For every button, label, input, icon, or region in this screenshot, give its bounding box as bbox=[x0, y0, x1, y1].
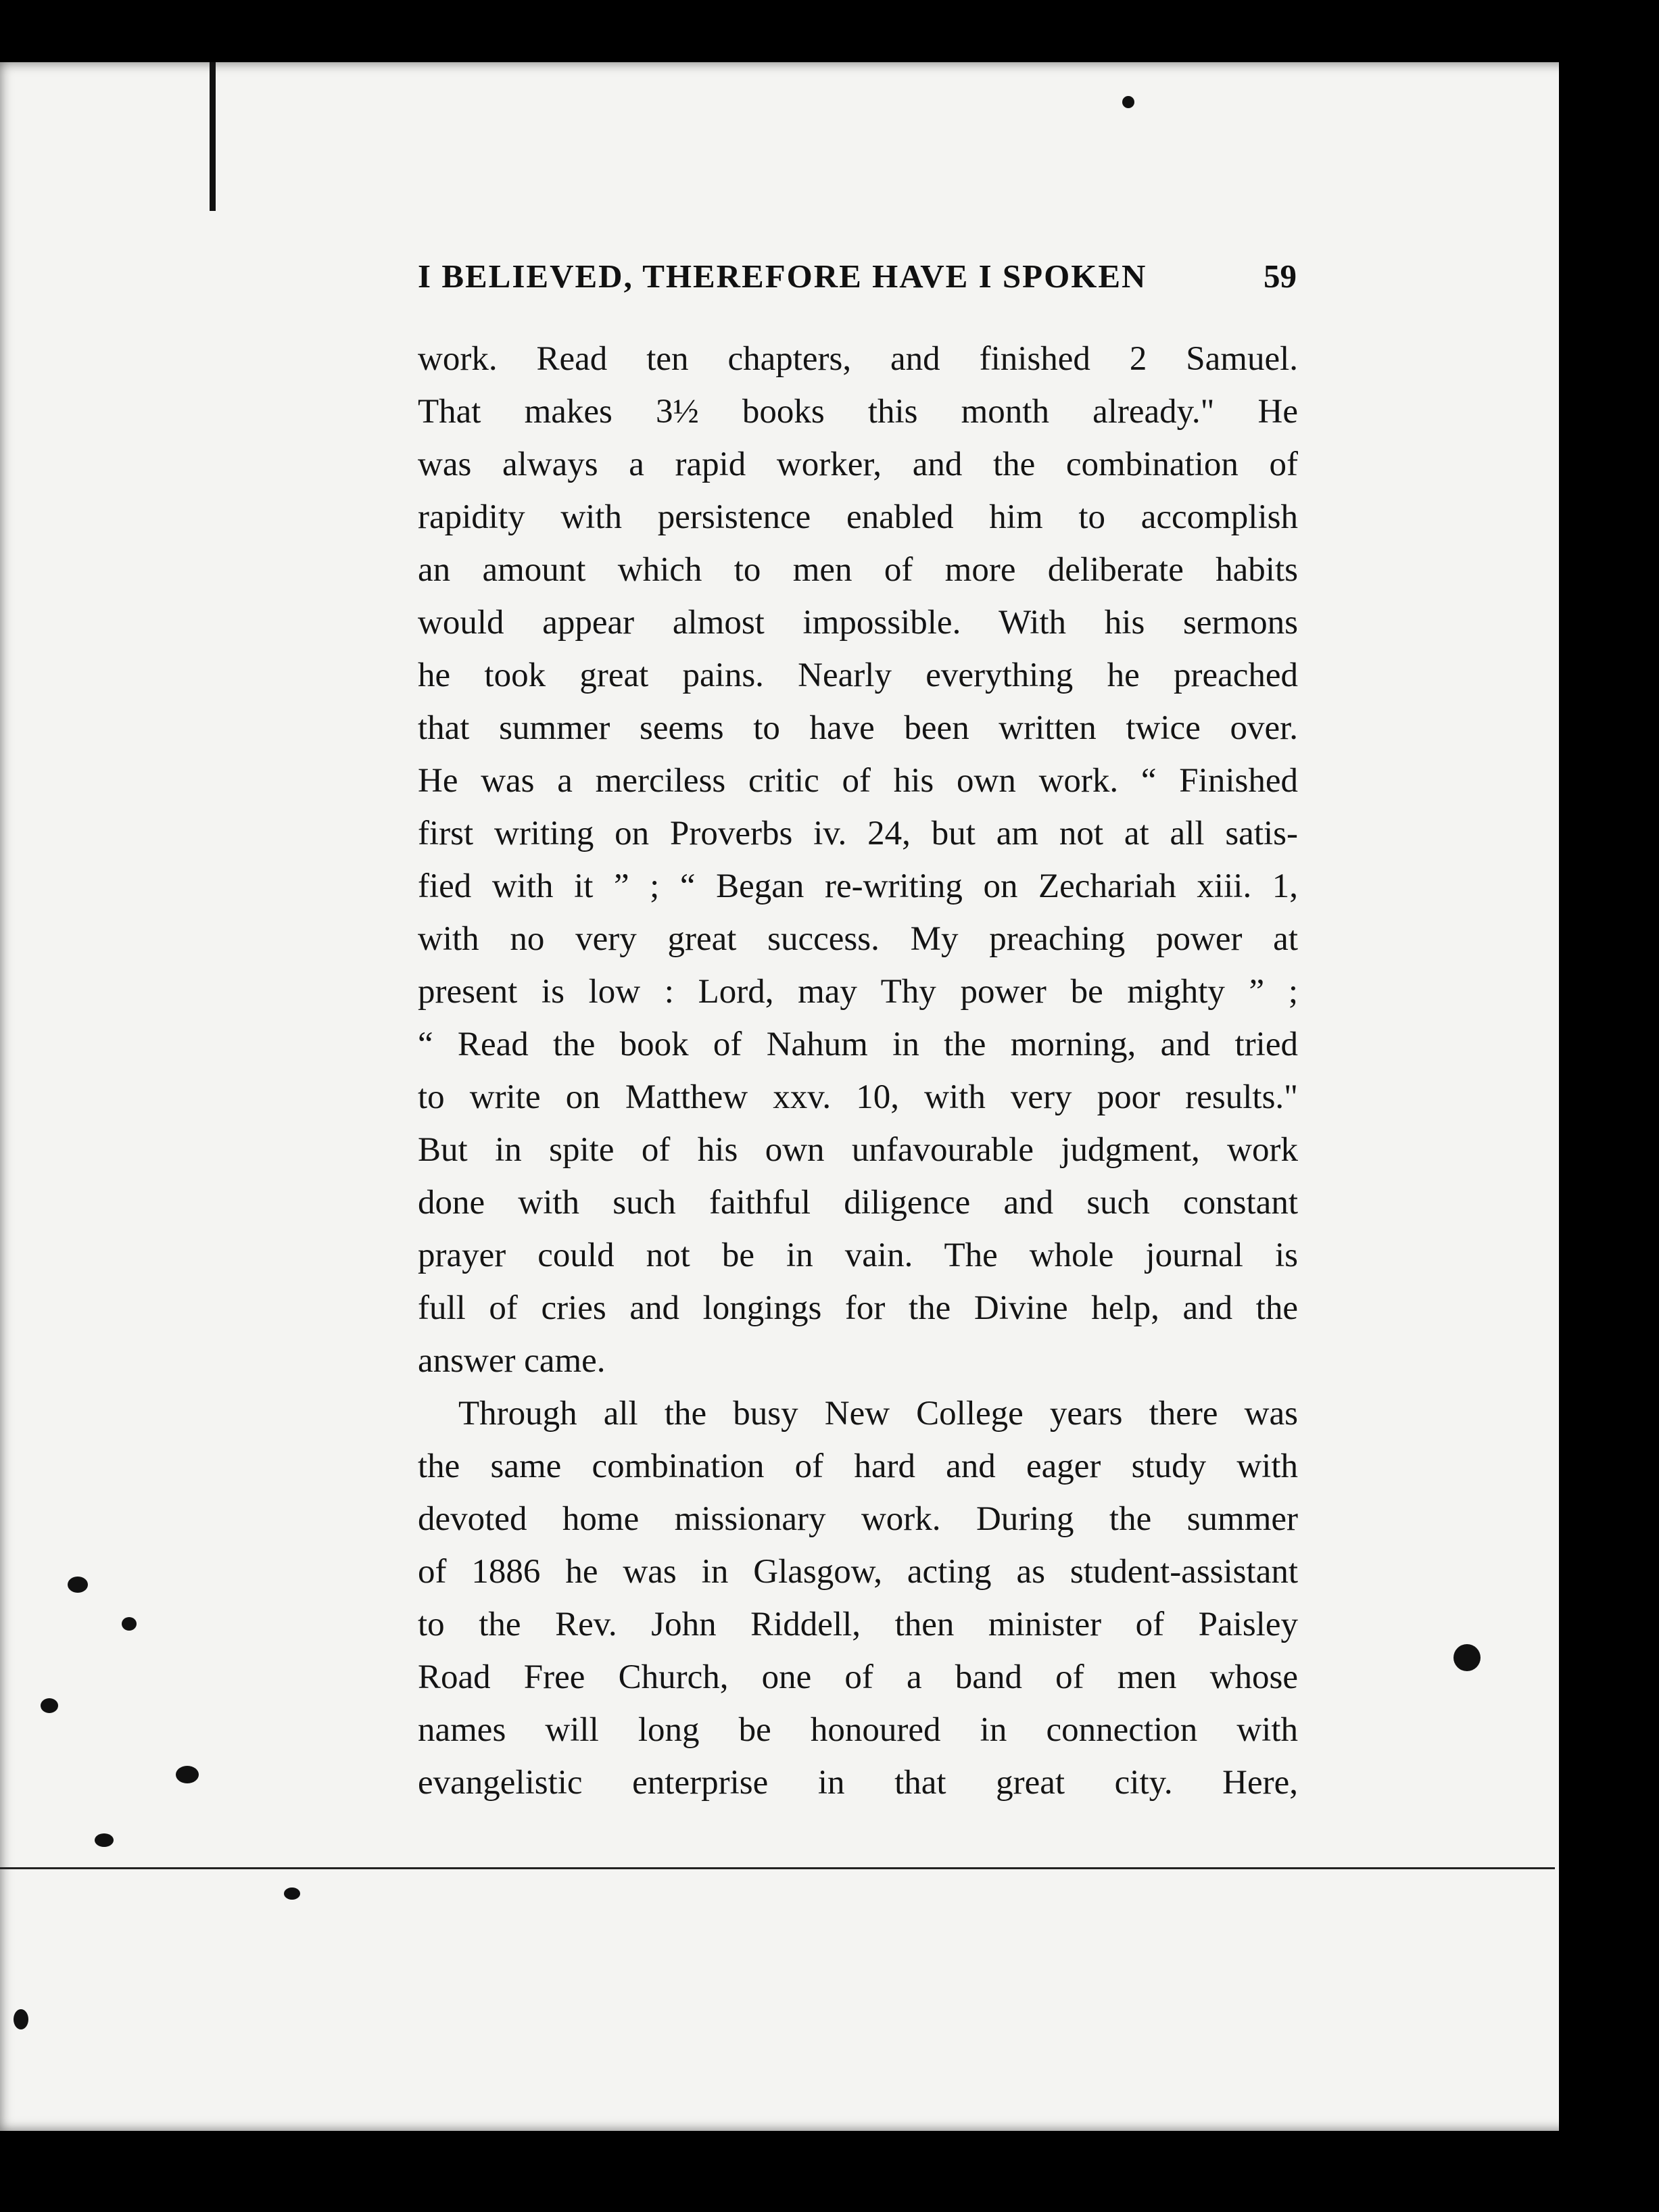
text-line: of 1886 he was in Glasgow, acting as student-assistant bbox=[418, 1553, 1298, 1591]
text-line: But in spite of his own unfavourable judgment, work bbox=[418, 1131, 1298, 1169]
text-line: evangelistic enterprise in that great city. Here, bbox=[418, 1764, 1298, 1802]
text-line: devoted home missionary work. During the summer bbox=[418, 1500, 1298, 1538]
text-line: he took great pains. Nearly everything he preached bbox=[418, 656, 1298, 694]
running-head-title: I BELIEVED, THEREFORE HAVE I SPOKEN bbox=[418, 258, 1147, 295]
text-line: “ Read the book of Nahum in the morning, and tried bbox=[418, 1026, 1298, 1063]
text-line: present is low : Lord, may Thy power be mighty ” ; bbox=[418, 973, 1298, 1011]
text-line: would appear almost impossible. With his sermons bbox=[418, 604, 1298, 642]
text-line: answer came. bbox=[418, 1342, 606, 1380]
text-line: He was a merciless critic of his own work. “ Finished bbox=[418, 762, 1298, 800]
text-line: rapidity with persistence enabled him to accomplish bbox=[418, 498, 1298, 536]
text-line: done with such faithful diligence and such constant bbox=[418, 1184, 1298, 1222]
page-bottom-rule bbox=[0, 1867, 1555, 1869]
text-line: Through all the busy New College years there was bbox=[458, 1395, 1298, 1433]
text-line: to write on Matthew xxv. 10, with very poor results." bbox=[418, 1078, 1298, 1116]
text-line: that summer seems to have been written twice over. bbox=[418, 709, 1298, 747]
page-edge bbox=[1559, 62, 1609, 2131]
text-line: with no very great success. My preaching power at bbox=[418, 920, 1298, 958]
text-line: work. Read ten chapters, and finished 2 Samuel. bbox=[418, 340, 1298, 378]
text-line: Road Free Church, one of a band of men whose bbox=[418, 1658, 1298, 1696]
text-line: full of cries and longings for the Divine help, and the bbox=[418, 1289, 1298, 1327]
text-line: was always a rapid worker, and the combination of bbox=[418, 446, 1298, 483]
text-line: prayer could not be in vain. The whole journal is bbox=[418, 1236, 1298, 1274]
body-text bbox=[418, 333, 1298, 1809]
text-line: first writing on Proverbs iv. 24, but am not at all satis- bbox=[418, 815, 1298, 852]
text-line: fied with it ” ; “ Began re-writing on Zechariah xiii. 1, bbox=[418, 867, 1298, 905]
book-page bbox=[0, 62, 1609, 2131]
gutter-shadow bbox=[210, 62, 216, 211]
text-line: That makes 3½ books this month already." He bbox=[418, 393, 1298, 431]
page-number: 59 bbox=[1264, 258, 1297, 295]
text-line: the same combination of hard and eager study with bbox=[418, 1447, 1298, 1485]
text-line: to the Rev. John Riddell, then minister of Paisley bbox=[418, 1606, 1298, 1643]
text-line: names will long be honoured in connection with bbox=[418, 1711, 1298, 1749]
running-head bbox=[418, 257, 1297, 304]
text-line: an amount which to men of more deliberate habits bbox=[418, 551, 1298, 589]
